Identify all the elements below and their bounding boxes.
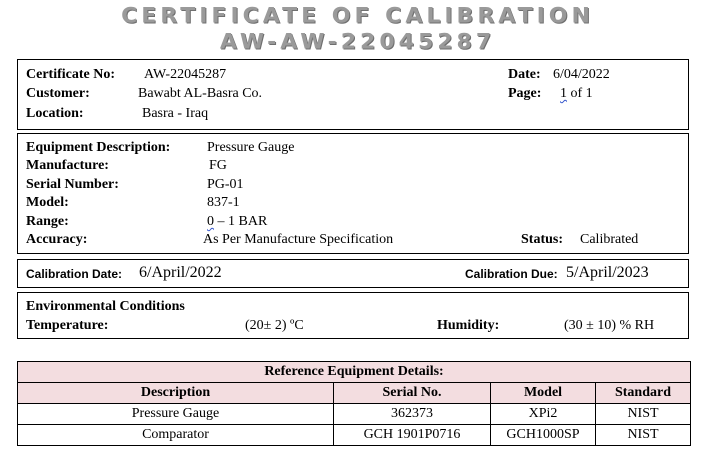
location-label: Location:: [26, 106, 84, 121]
table-header-row: [18, 383, 691, 404]
calibration-date-label: Calibration Date:: [26, 267, 123, 281]
status-value: Calibrated: [580, 232, 639, 247]
certificate-no-label: Certificate No:: [26, 67, 116, 82]
date-label: Date:: [508, 67, 541, 82]
calibration-dates-box: [17, 259, 689, 288]
column-header: Serial No.: [334, 383, 491, 404]
calibration-due-value: 5/April/2023: [566, 264, 649, 281]
equipment-description-value: Pressure Gauge: [207, 140, 295, 155]
range-min: 0: [207, 214, 214, 229]
environment-heading: Environmental Conditions: [26, 299, 185, 314]
humidity-value: (30 ± 10) % RH: [564, 318, 655, 333]
table-row: [18, 404, 691, 425]
customer-label: Customer:: [26, 86, 90, 101]
temperature-label: Temperature:: [26, 318, 109, 333]
table-row: [18, 425, 691, 446]
table-caption: Reference Equipment Details:: [18, 362, 691, 383]
table-cell: Pressure Gauge: [18, 404, 334, 425]
page-total: of 1: [567, 86, 593, 101]
range-value: [207, 214, 267, 230]
manufacture-value: FG: [209, 158, 227, 173]
reference-equipment-table: [17, 361, 691, 446]
certificate-info-box: [17, 59, 689, 130]
equipment-box: [17, 133, 689, 254]
serial-number-value: PG-01: [207, 177, 244, 192]
column-header: Standard: [596, 383, 691, 404]
table-cell: GCH 1901P0716: [334, 425, 491, 446]
table-cell: XPi2: [491, 404, 596, 425]
page-value: [560, 86, 593, 102]
equipment-description-label: Equipment Description:: [26, 140, 171, 155]
environment-box: [17, 292, 689, 339]
accuracy-value: As Per Manufacture Specification: [203, 232, 394, 247]
temperature-value: (20± 2) ºC: [245, 318, 304, 333]
customer-value: Bawabt AL-Basra Co.: [138, 86, 263, 101]
status-label: Status:: [521, 232, 564, 247]
date-value: 6/04/2022: [553, 67, 610, 82]
certificate-number-title: AW-AW-22045287: [219, 30, 496, 55]
table-cell: NIST: [596, 425, 691, 446]
column-header: Description: [18, 383, 334, 404]
page-number: 1: [560, 86, 567, 101]
range-label: Range:: [26, 214, 69, 229]
table-cell: NIST: [596, 404, 691, 425]
manufacture-label: Manufacture:: [26, 158, 109, 173]
certificate-no-value: AW-22045287: [144, 67, 227, 82]
model-label: Model:: [26, 195, 69, 210]
calibration-due-label: Calibration Due:: [465, 267, 558, 281]
humidity-label: Humidity:: [437, 318, 500, 333]
table-cell: 362373: [334, 404, 491, 425]
table-cell: GCH1000SP: [491, 425, 596, 446]
model-value: 837-1: [207, 195, 240, 210]
page-label: Page:: [508, 86, 542, 101]
range-max: – 1 BAR: [214, 214, 268, 229]
serial-number-label: Serial Number:: [26, 177, 119, 192]
column-header: Model: [491, 383, 596, 404]
location-value: Basra - Iraq: [142, 106, 209, 121]
table-caption-row: [18, 362, 691, 383]
table-cell: Comparator: [18, 425, 334, 446]
calibration-date-value: 6/April/2022: [139, 264, 222, 281]
accuracy-label: Accuracy:: [26, 232, 88, 247]
certificate-title: CERTIFICATE OF CALIBRATION: [121, 4, 594, 29]
